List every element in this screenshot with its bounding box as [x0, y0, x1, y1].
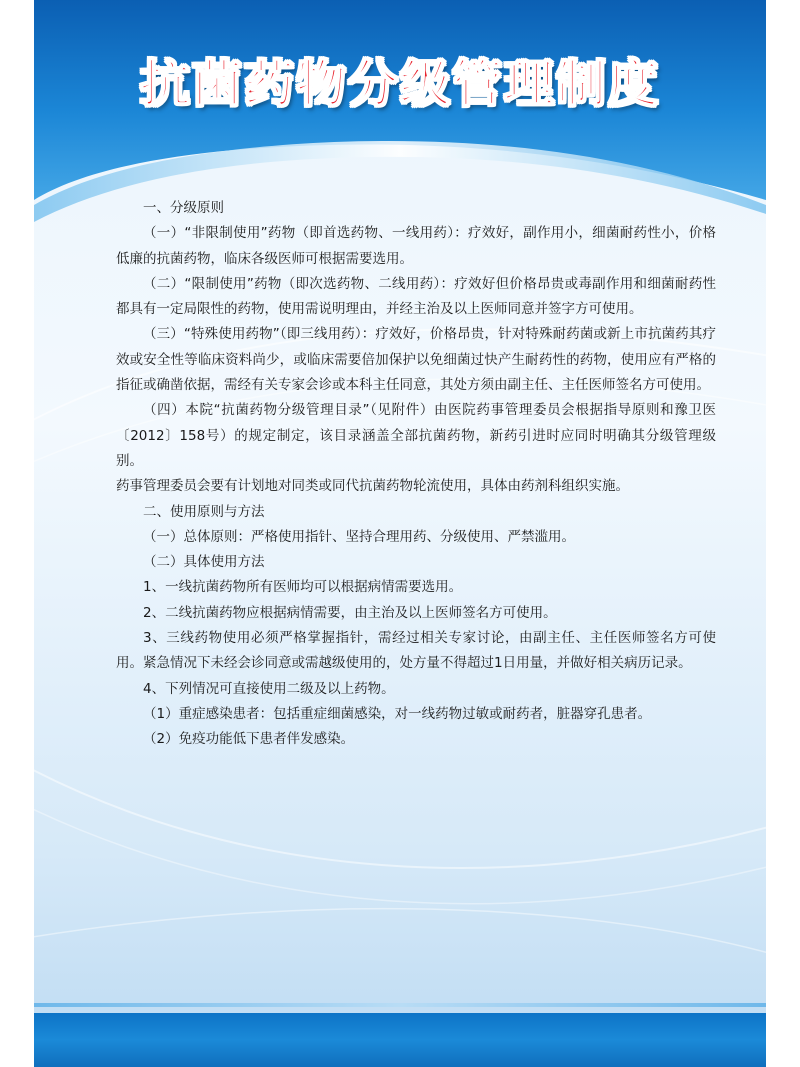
section-heading: 二、使用原则与方法: [143, 503, 265, 520]
paragraph: （二）具体使用方法: [143, 554, 265, 571]
poster: [34, 0, 766, 1067]
list-item: 1、一线抗菌药物所有医师均可以根据病情需要选用。: [143, 579, 463, 596]
paragraph: （三）“特殊使用药物”（即三线用药）：疗效好，价格昂贵，针对特殊耐药菌或新上市抗菌药其疗效或安全性等临床资料尚少，或临床需要倍加保护以免细菌过快产生耐药性的药物，使用应有严格的指征或确凿依据，需经有关专家会诊或本科主任同意，其处方须由副主任、主任医师签名方可使用。: [116, 326, 716, 394]
section-heading: 一、分级原则: [143, 200, 224, 216]
list-item: （1）重症感染患者：包括重症细菌感染，对一线药物过敏或耐药者，脏器穿孔患者。: [143, 705, 652, 722]
page-title: 抗菌药物分级管理制度: [140, 55, 660, 113]
list-item: 3、三线药物使用必须严格掌握指针，需经过相关专家讨论，由副主任、主任医师签名方可使用。紧急情况下未经会诊同意或需越级使用的，处方量不得超过1日用量，并做好相关病历记录。: [116, 630, 716, 672]
decor-curve: [34, 909, 766, 960]
footer-divider: [34, 1003, 766, 1007]
footer-band: [34, 1013, 766, 1067]
list-item: 2、二线抗菌药物应根据病情需要，由主治及以上医师签名方可使用。: [143, 604, 557, 621]
decor-curve: [34, 760, 766, 868]
list-item: 4、下列情况可直接使用二级及以上药物。: [143, 680, 395, 697]
paragraph: （四）本院“抗菌药物分级管理目录”（见附件）由医院药事管理委员会根据指导原则和豫卫医〔2012〕158号）的规定制定，该目录涵盖全部抗菌药物，新药引进时应同时明确其分级管理级别。: [116, 402, 716, 469]
paragraph: （二）“限制使用”药物（即次选药物、二线用药）：疗效好但价格昂贵或毒副作用和细菌耐药性都具有一定局限性的药物，使用需说明理由，并经主治及以上医师同意并签字方可使用。: [116, 275, 716, 318]
paragraph: 药事管理委员会要有计划地对同类或同代抗菌药物轮流使用，具体由药剂科组织实施。: [116, 478, 629, 495]
paragraph: （一）总体原则：严格使用指针、坚持合理用药、分级使用、严禁滥用。: [143, 528, 575, 545]
paragraph: （一）“非限制使用”药物（即首选药物、一线用药）：疗效好，副作用小，细菌耐药性小，价格低廉的抗菌药物，临床各级医师可根据需要选用。: [116, 225, 716, 267]
list-item: （2）免疫功能低下患者伴发感染。: [143, 731, 355, 748]
document-body: [116, 196, 716, 753]
